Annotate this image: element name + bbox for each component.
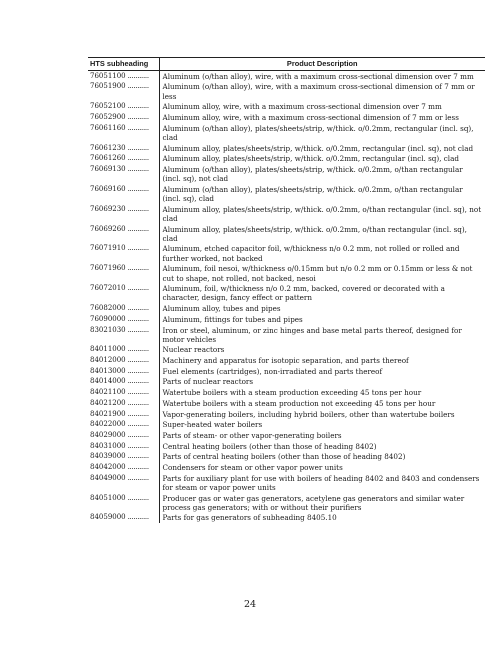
leader-dots: ........... [125, 112, 149, 121]
table-row [88, 303, 485, 314]
table-row [88, 493, 485, 513]
hts-code-cell [88, 513, 159, 524]
leader-dots: ........... [125, 82, 149, 91]
hts-code: 76072010 [90, 284, 126, 293]
table-row [88, 184, 485, 204]
leader-dots: ........... [125, 430, 149, 439]
hts-code-cell [88, 493, 159, 513]
leader-dots: ........... [125, 513, 149, 522]
leader-dots: ........... [125, 224, 149, 233]
table-row [88, 102, 485, 113]
product-description-cell: Aluminum alloy, plates/sheets/strip, w/thick. o/0.2mm, o/than rectangular (incl. sq), not clad [159, 204, 485, 224]
hts-code: 84031000 [90, 441, 126, 450]
hts-code-cell [88, 473, 159, 493]
product-description-cell: Aluminum, foil nesoi, w/thickness o/0.15mm but n/o 0.2 mm or 0.15mm or less & not cut to shape, not rolled, not backed, nesoi [159, 264, 485, 284]
table-row [88, 123, 485, 143]
hts-code: 76069260 [90, 224, 126, 233]
leader-dots: ........... [125, 143, 149, 152]
table-row [88, 325, 485, 345]
product-description-cell: Vapor-generating boilers, including hybrid boilers, other than watertube boilers [159, 409, 485, 420]
table-row [88, 441, 485, 452]
product-description-cell: Parts for auxiliary plant for use with boilers of heading 8402 and 8403 and condensers for steam or vapor power units [159, 473, 485, 493]
hts-code: 76090000 [90, 314, 126, 323]
table-row [88, 387, 485, 398]
hts-code: 76061230 [90, 143, 126, 152]
leader-dots: ........... [125, 304, 149, 313]
hts-code-cell [88, 264, 159, 284]
leader-dots: ........... [125, 377, 149, 386]
hts-code-cell [88, 102, 159, 113]
hts-code: 76069160 [90, 184, 126, 193]
hts-code-cell [88, 366, 159, 377]
hts-code: 76069230 [90, 204, 126, 213]
hts-code: 84011000 [90, 345, 126, 354]
leader-dots: ........... [125, 204, 149, 213]
hts-code: 76082000 [90, 304, 126, 313]
hts-code: 84021900 [90, 409, 126, 418]
hts-code-cell [88, 409, 159, 420]
hts-code: 84049000 [90, 473, 126, 482]
hts-code: 84013000 [90, 366, 126, 375]
product-description-cell: Aluminum alloy, plates/sheets/strip, w/thick. o/0.2mm, rectangular (incl. sq), clad [159, 154, 485, 165]
leader-dots: ........... [125, 345, 149, 354]
table-row [88, 154, 485, 165]
table-row [88, 314, 485, 325]
hts-code-cell [88, 355, 159, 366]
product-description-cell: Iron or steel, aluminum, or zinc hinges and base metal parts thereof, designed for motor vehicles [159, 325, 485, 345]
hts-code: 84042000 [90, 462, 126, 471]
product-description-cell: Aluminum (o/than alloy), plates/sheets/strip, w/thick. o/0.2mm, o/than rectangular (incl. sq), not clad [159, 164, 485, 184]
leader-dots: ........... [125, 420, 149, 429]
product-description-cell: Aluminum alloy, wire, with a maximum cross-sectional dimension over 7 mm [159, 102, 485, 113]
table-row [88, 164, 485, 184]
hts-code-cell [88, 284, 159, 304]
hts-code: 84029000 [90, 430, 126, 439]
product-description-cell: Machinery and apparatus for isotopic separation, and parts thereof [159, 355, 485, 366]
hts-code-cell [88, 452, 159, 463]
hts-code-cell [88, 204, 159, 224]
leader-dots: ........... [125, 123, 149, 132]
leader-dots: ........... [125, 264, 149, 273]
leader-dots: ........... [125, 462, 149, 471]
leader-dots: ........... [125, 102, 149, 111]
product-description-cell: Aluminum alloy, tubes and pipes [159, 303, 485, 314]
table-row [88, 143, 485, 154]
product-description-cell: Aluminum, foil, w/thickness n/o 0.2 mm, backed, covered or decorated with a character, design, fancy effect or pattern [159, 284, 485, 304]
product-description-cell: Aluminum, etched capacitor foil, w/thickness n/o 0.2 mm, not rolled or rolled and further worked, not backed [159, 244, 485, 264]
hts-code-cell [88, 377, 159, 388]
hts-code: 84051000 [90, 493, 126, 502]
product-description-cell: Parts of steam- or other vapor-generating boilers [159, 430, 485, 441]
table-row [88, 284, 485, 304]
hts-code-cell [88, 387, 159, 398]
product-description-cell: Aluminum (o/than alloy), wire, with a maximum cross-sectional dimension over 7 mm [159, 71, 485, 82]
hts-code: 76051900 [90, 82, 126, 91]
product-description-cell: Central heating boilers (other than those of heading 8402) [159, 441, 485, 452]
leader-dots: ........... [125, 356, 149, 365]
hts-code: 76071960 [90, 264, 126, 273]
table-row [88, 224, 485, 244]
hts-code-cell [88, 303, 159, 314]
hts-code-cell [88, 325, 159, 345]
table-row [88, 420, 485, 431]
product-description-cell: Aluminum alloy, wire, with a maximum cross-sectional dimension of 7 mm or less [159, 112, 485, 123]
product-description-cell: Aluminum alloy, plates/sheets/strip, w/thick. o/0.2mm, o/than rectangular (incl. sq), clad [159, 224, 485, 244]
leader-dots: ........... [125, 244, 149, 253]
leader-dots: ........... [125, 314, 149, 323]
product-description-cell: Super-heated water boilers [159, 420, 485, 431]
leader-dots: ........... [125, 452, 149, 461]
table-row [88, 71, 485, 82]
leader-dots: ........... [125, 409, 149, 418]
hts-code: 76061160 [90, 123, 126, 132]
hts-code: 83021030 [90, 325, 126, 334]
leader-dots: ........... [125, 398, 149, 407]
leader-dots: ........... [125, 284, 149, 293]
table-row [88, 409, 485, 420]
table-row [88, 264, 485, 284]
product-description-cell: Aluminum, fittings for tubes and pipes [159, 314, 485, 325]
hts-code-cell [88, 314, 159, 325]
hts-subheading-header: HTS subheading [88, 58, 159, 71]
hts-code: 76052100 [90, 102, 126, 111]
product-description-cell: Condensers for steam or other vapor power units [159, 462, 485, 473]
hts-code-cell [88, 398, 159, 409]
product-description-cell: Aluminum (o/than alloy), plates/sheets/strip, w/thick. o/0.2mm, o/than rectangular (incl. sq), clad [159, 184, 485, 204]
hts-code-cell [88, 112, 159, 123]
hts-code-cell [88, 71, 159, 82]
leader-dots: ........... [125, 184, 149, 193]
hts-code-cell [88, 184, 159, 204]
product-description-cell: Aluminum (o/than alloy), wire, with a maximum cross-sectional dimension of 7 mm or less [159, 82, 485, 102]
hts-code: 76051100 [90, 71, 126, 80]
product-description-cell: Parts of nuclear reactors [159, 377, 485, 388]
hts-code: 84039000 [90, 452, 126, 461]
hts-code-cell [88, 441, 159, 452]
product-description-cell: Aluminum (o/than alloy), plates/sheets/strip, w/thick. o/0.2mm, rectangular (incl. sq), clad [159, 123, 485, 143]
hts-code-cell [88, 164, 159, 184]
table-row [88, 345, 485, 356]
table-row [88, 244, 485, 264]
hts-code: 84012000 [90, 356, 126, 365]
hts-code-cell [88, 420, 159, 431]
page-number: 24 [243, 599, 257, 610]
hts-code-cell [88, 82, 159, 102]
leader-dots: ........... [125, 71, 149, 80]
table-row [88, 204, 485, 224]
hts-table [88, 57, 485, 523]
hts-code: 84014000 [90, 377, 126, 386]
product-description-cell: Watertube boilers with a steam production exceeding 45 tons per hour [159, 387, 485, 398]
leader-dots: ........... [125, 388, 149, 397]
hts-code-cell [88, 430, 159, 441]
table-row [88, 82, 485, 102]
product-description-cell: Producer gas or water gas generators, acetylene gas generators and similar water process gas generators; with or without their purifiers [159, 493, 485, 513]
product-description-cell: Aluminum alloy, plates/sheets/strip, w/thick. o/0.2mm, rectangular (incl. sq), not clad [159, 143, 485, 154]
hts-code-cell [88, 224, 159, 244]
table-row [88, 473, 485, 493]
table-row [88, 366, 485, 377]
table-row [88, 462, 485, 473]
table-row [88, 112, 485, 123]
table-body [88, 71, 485, 524]
hts-code: 84059000 [90, 513, 126, 522]
table-row [88, 452, 485, 463]
hts-code-cell [88, 154, 159, 165]
product-description-cell: Parts for gas generators of subheading 8405.10 [159, 513, 485, 524]
product-description-cell: Fuel elements (cartridges), non-irradiated and parts thereof [159, 366, 485, 377]
table-row [88, 513, 485, 524]
table-row [88, 398, 485, 409]
product-description-cell: Watertube boilers with a steam production not exceeding 45 tons per hour [159, 398, 485, 409]
leader-dots: ........... [125, 154, 149, 163]
table-row [88, 377, 485, 388]
hts-code-cell [88, 345, 159, 356]
table-header-row [88, 58, 485, 71]
table-row [88, 430, 485, 441]
hts-code: 76052900 [90, 112, 126, 121]
hts-code: 76061260 [90, 154, 126, 163]
leader-dots: ........... [125, 473, 149, 482]
leader-dots: ........... [125, 441, 149, 450]
hts-code: 84022000 [90, 420, 126, 429]
leader-dots: ........... [125, 493, 149, 502]
product-description-cell: Nuclear reactors [159, 345, 485, 356]
hts-code: 84021100 [90, 388, 126, 397]
leader-dots: ........... [125, 325, 149, 334]
hts-code: 76071910 [90, 244, 126, 253]
hts-code-cell [88, 244, 159, 264]
hts-code-cell [88, 462, 159, 473]
hts-code: 76069130 [90, 164, 126, 173]
product-description-header: Product Description [159, 58, 485, 71]
hts-code: 84021200 [90, 398, 126, 407]
product-description-cell: Parts of central heating boilers (other than those of heading 8402) [159, 452, 485, 463]
hts-code-cell [88, 143, 159, 154]
leader-dots: ........... [125, 366, 149, 375]
leader-dots: ........... [125, 164, 149, 173]
table-row [88, 355, 485, 366]
hts-code-cell [88, 123, 159, 143]
